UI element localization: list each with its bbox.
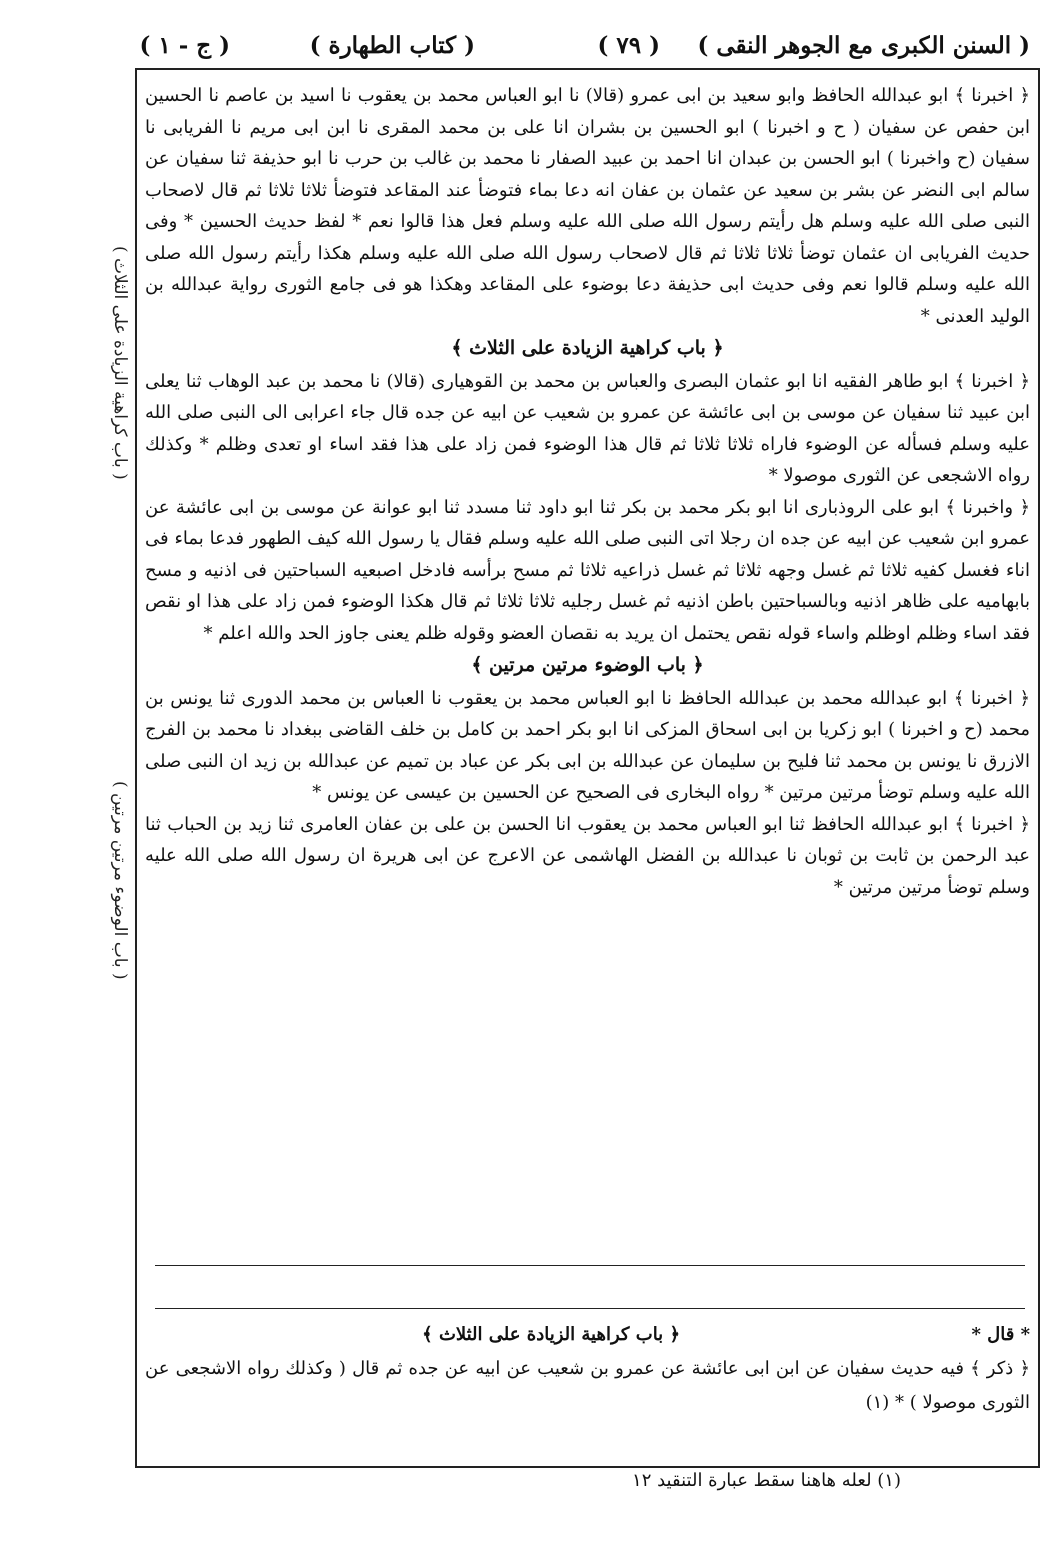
book-title: ( السنن الكبرى مع الجوهر النقى ) <box>697 32 1030 59</box>
commentary-section <box>145 1318 1030 1420</box>
page-header <box>139 28 1030 70</box>
footnote: (١) لعله هاهنا سقط عبارة التنقيد ١٢ <box>632 1470 901 1491</box>
chapter-title: ( كتاب الطهارة ) <box>309 32 475 59</box>
page-number: ( ٧٩ ) <box>597 32 660 59</box>
volume-number: ( ج - ١ ) <box>139 32 230 59</box>
commentary-text: ﴿ ذكر ﴾ فيه حديث سفيان عن ابن ابى عائشة عن عمرو بن شعيب عن ابيه عن جده ثم قال ( وكذلك رواه الاشجعى عن الثورى موصولا ) * (١) <box>145 1358 1030 1413</box>
hadith-paragraph: ﴿ اخبرنا ﴾ ابو عبدالله الحافظ ثنا ابو العباس محمد بن يعقوب انا الحسن بن على بن عفان العامرى ثنا زيد بن الحباب ثنا عبد الرحمن بن ثابت بن ثوبان نا عبدالله بن الفضل الهاشمى عن الاعرج عن ابى هريرة ان رسول الله صلى الله عليه وسلم توضأ مرتين مرتين * <box>145 813 1030 898</box>
hadith-paragraph: ﴿ واخبرنا ﴾ ابو على الروذبارى انا ابو بكر محمد بن بكر ثنا ابو داود ثنا مسدد ثنا ابو عوانة عن موسى بن ابى عائشة عن عمرو ابن شعيب عن ابيه عن جده ان رجلا اتى النبى صلى الله عليه وسلم فقال يا رسول الله كيف الطهور فدعا بماء فى اناء فغسل كفيه ثلاثا ثم غسل وجهه ثلاثا ثم غسل ذراعيه ثلاثا ثم مسح برأسه فادخل اصبعيه السباحتين فى اذنيه و مسح بابهاميه على ظاهر اذنيه وبالسباحتين باطن اذنيه ثم غسل رجليه ثلاثا ثلاثا ثم قال هكذا الوضوء فمن زاد على هذا او نقص فقد اساء وظلم اوظلم واساء قوله نقص يحتمل ان يريد به نقصان العضو وقوله ظلم يعنى جاوز الحد والله اعلم * <box>145 496 1030 644</box>
margin-note-excess: ( باب كراهية الزيادة على الثلاث ) <box>110 246 130 480</box>
chapter-heading: ﴿ باب كراهية الزيادة على الثلاث ﴾ <box>451 337 724 359</box>
divider-line <box>155 1308 1025 1309</box>
hadith-paragraph: ﴿ اخبرنا ﴾ ابو عبدالله محمد بن عبدالله الحافظ نا ابو العباس محمد بن يعقوب نا العباس بن محمد الدورى ثنا يونس بن محمد (ح و اخبرنا ) ابو زكريا بن ابى اسحاق المزكى انا ابو بكر احمد بن كامل بن خلف القاضى ببغداد نا محمد بن الفرج الازرق نا يونس بن محمد ثنا فليح بن سليمان عن عبدالله بن ابى بكر عن عباد بن تميم عن عبدالله بن زيد ان النبى صلى الله عليه وسلم توضأ مرتين مرتين * رواه البخارى فى الصحيح عن الحسين بن عيسى عن يونس * <box>145 687 1030 803</box>
commentary-heading: ﴿ باب كراهية الزيادة على الثلاث ﴾ <box>422 1324 680 1345</box>
hadith-paragraph: ﴿ اخبرنا ﴾ ابو عبدالله الحافظ وابو سعيد بن ابى عمرو (قالا) نا ابو العباس محمد بن يعقوب نا اسيد بن عاصم نا الحسين ابن حفص عن سفيان ( ح و اخبرنا ) ابو الحسين بن بشران انا على بن محمد المقرى نا ابن ابى مريم نا الفريابى نا سفيان (ح واخبرنا ) ابو الحسن بن عبدان انا احمد بن عبيد الصفار نا محمد بن غالب بن حرب نا ابو حذيفة ثنا سفيان عن سالم ابى النضر عن بشر بن سعيد عن عثمان بن عفان انه دعا بماء فتوضأ عند المقاعد فتوضأ ثلاثا ثلاثا ثم قال لاصحاب النبى صلى الله عليه وسلم هل رأيتم رسول الله صلى الله عليه وسلم فعل هذا قالوا نعم * لفظ حديث الحسين * وفى حديث الفريابى ان عثمان توضأ ثلاثا ثلاثا ثم قال لاصحاب رسول الله صلى الله عليه وسلم هكذا رأيتم رسول الله صلى الله عليه وسلم قالوا نعم وفى حديث ابى حذيفة دعا بوضوء على المقاعد وهكذا هو فى جامع الثورى رواية عبدالله بن الوليد العدنى * <box>145 85 1030 327</box>
commentary-qala: * قال * <box>971 1324 1030 1345</box>
main-text <box>145 80 1030 903</box>
hadith-paragraph: ﴿ اخبرنا ﴾ ابو طاهر الفقيه انا ابو عثمان البصرى والعباس بن محمد بن القوهيارى (قالا) نا محمد بن عبد الوهاب ثنا يعلى ابن عبيد ثنا سفيان عن موسى بن ابى عائشة عن عمرو بن شعيب عن ابيه عن جده قال جاء اعرابى الى النبى صلى الله عليه وسلم فسأله عن الوضوء فاراه ثلاثا ثلاثا ثم قال هذا الوضوء فمن زاد على هذا فقد اساء او تعدى وظلم * وكذلك رواه الاشجعى عن الثورى موصولا * <box>145 370 1030 486</box>
margin-note-twice: ( باب الوضوء مرتين مرتين ) <box>110 781 130 980</box>
divider-line <box>155 1265 1025 1266</box>
chapter-heading: ﴿ باب الوضوء مرتين مرتين ﴾ <box>471 654 704 676</box>
